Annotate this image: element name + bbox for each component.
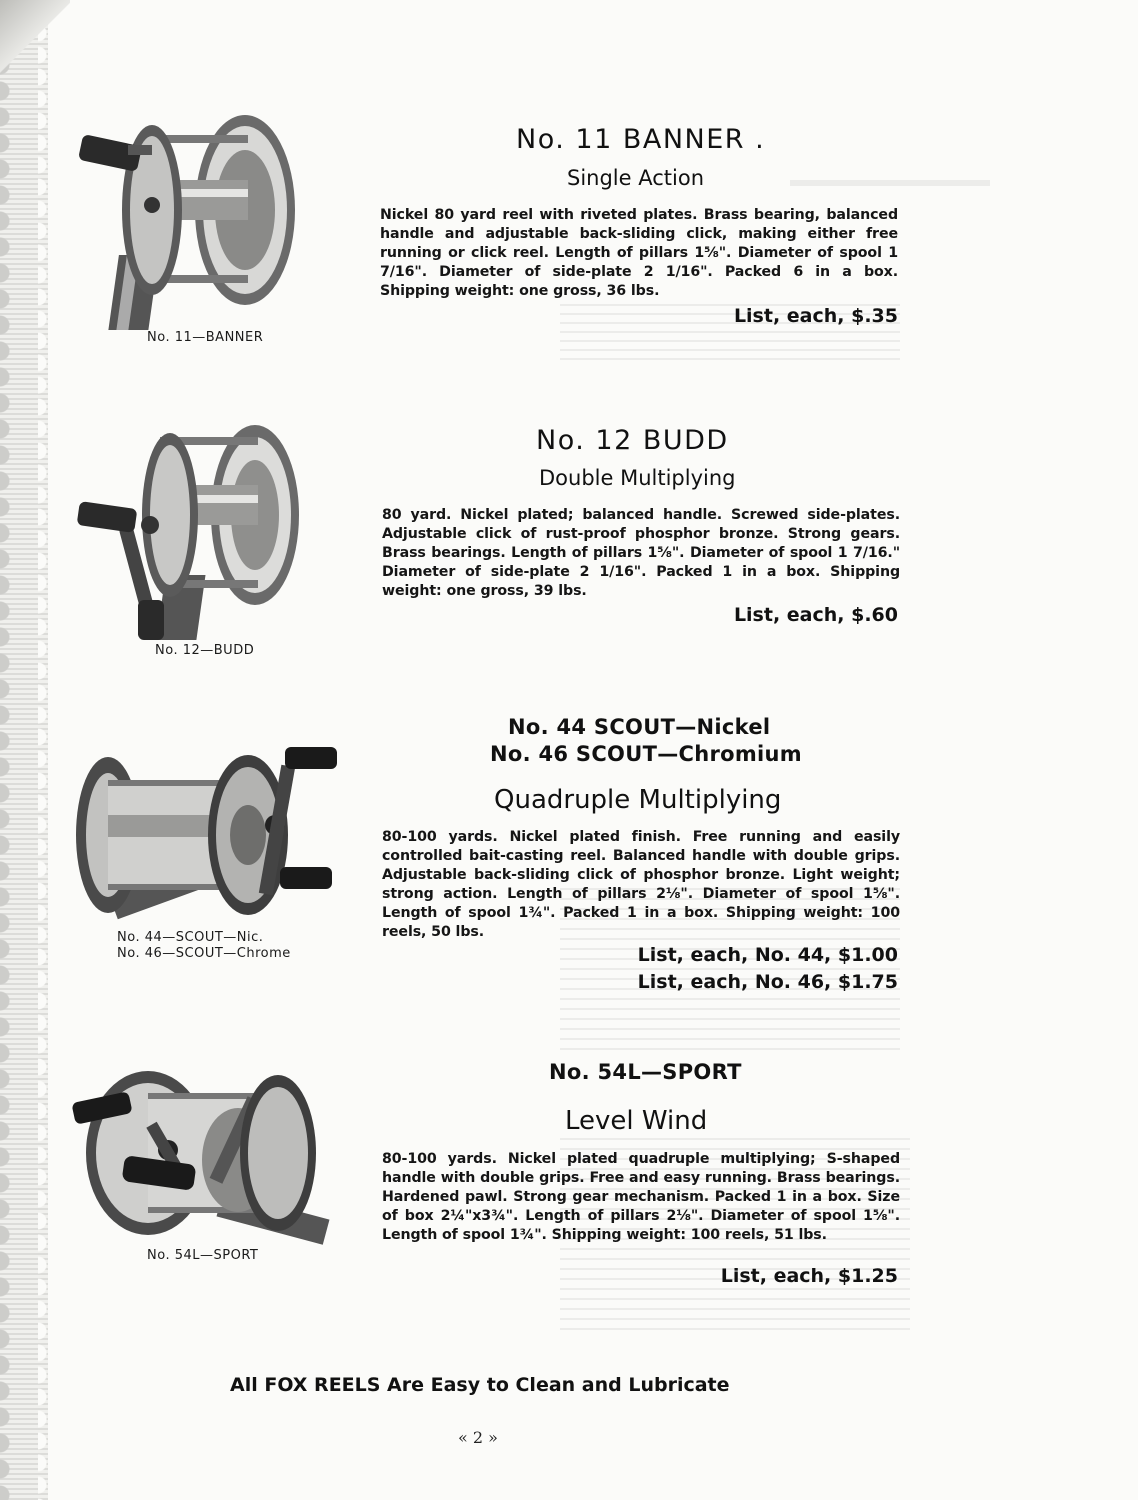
budd-price: List, each, $.60 [733,604,898,626]
scout-description: 80-100 yards. Nickel plated finish. Free running and easily controlled bait-casting reel. Balanced handle with double grips. Adjustable back-sliding click of phosphor bronze. Light weight; strong action. Length of pillars 2⅛". Diameter of spool 1⅝". Length of spool 1¾". Packed 1 in a box. Shipping weight: 100 reels, 50 lbs. [382,829,900,940]
deckle-edge-scallop [38,0,52,1500]
sport-description: 80-100 yards. Nickel plated quadruple multiplying; S-shaped handle with double grips. Free and easy running. Brass bearings. Hardened pawl. Strong gear mechanism. Packed 1 in a box. Size of box 2¼"x3¾". Length of pillars 2⅛". Diameter of spool 1⅝". Length of spool 1¾". Shipping weight: 100 reels, 51 lbs. [382,1151,900,1243]
reel-illustration-icon [70,745,350,925]
banner-reel-image [70,105,300,330]
banner-description: Nickel 80 yard reel with riveted plates. Brass bearing, balanced handle and adjustable back-sliding click, making either free running or click reel. Length of pillars 1⅝". Diameter of spool 1 7/16". Diameter of side-plate 2 1/16". Packed 6 in a box. Shipping weight: one gross, 36 lbs. [380,207,898,299]
scout-price-44: List, each, No. 44, $1.00 [637,944,898,966]
scout-reel-image [70,745,350,925]
sport-caption: No. 54L—SPORT [147,1248,259,1263]
scout-subtitle: Quadruple Multiplying [494,785,782,815]
scout-price-46: List, each, No. 46, $1.75 [637,971,898,993]
reel-illustration-icon [70,105,300,330]
sport-price: List, each, $1.25 [720,1265,898,1287]
bleed-through-mark [790,140,990,186]
budd-title: No. 12 BUDD [536,425,729,456]
budd-caption: No. 12—BUDD [155,643,255,658]
reel-illustration-icon [68,1065,338,1245]
budd-reel-image [70,415,300,640]
banner-subtitle: Single Action [567,166,705,190]
banner-title: No. 11 BANNER . [516,124,766,155]
reel-illustration-icon [70,415,300,640]
scout-caption-nickel: No. 44—SCOUT—Nic. [117,930,264,945]
page-corner-fold [0,0,70,90]
sport-title: No. 54L—SPORT [549,1060,742,1084]
footer-tagline: All FOX REELS Are Easy to Clean and Lubricate [230,1374,730,1396]
banner-caption: No. 11—BANNER [147,330,264,345]
budd-subtitle: Double Multiplying [539,466,736,490]
scout-title-chromium: No. 46 SCOUT—Chromium [490,742,802,766]
sport-subtitle: Level Wind [565,1106,708,1136]
scout-caption-chrome: No. 46—SCOUT—Chrome [117,946,291,961]
page-number: « 2 » [458,1428,498,1447]
banner-price: List, each, $.35 [733,305,898,327]
scout-title-nickel: No. 44 SCOUT—Nickel [508,715,771,739]
budd-description: 80 yard. Nickel plated; balanced handle. Screwed side-plates. Adjustable click of rust-proof phosphor bronze. Strong gears. Brass bearings. Length of pillars 1⅝". Diameter of spool 1 7/16." Diameter of side-plate 2 1/16". Packed 1 in a box. Shipping weight: one gross, 39 lbs. [382,507,900,599]
sport-reel-image [68,1065,338,1245]
